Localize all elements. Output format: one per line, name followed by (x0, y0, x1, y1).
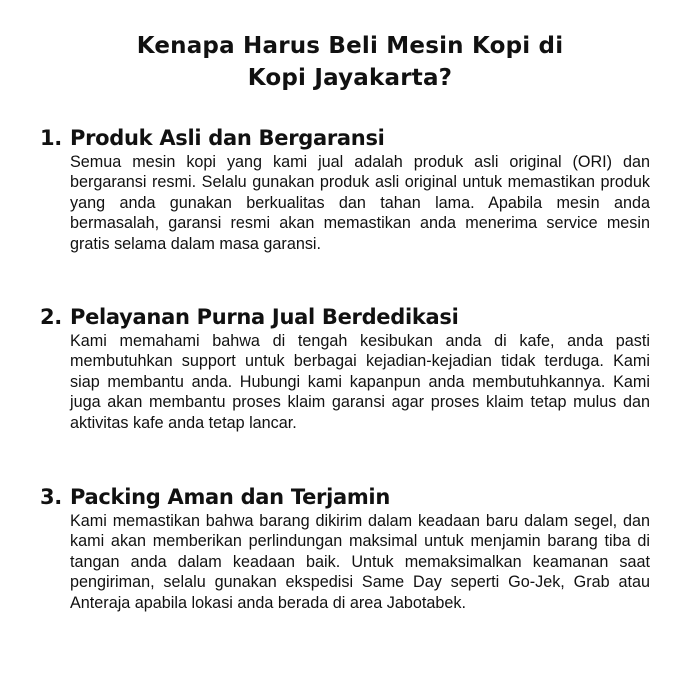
section-after-sales-service (40, 304, 650, 433)
section-heading-text: Produk Asli dan Bergaransi (70, 126, 385, 150)
section-genuine-warranty (40, 125, 650, 254)
page-title-line-1: Kenapa Harus Beli Mesin Kopi di (136, 33, 564, 59)
section-number: 3. (40, 485, 62, 509)
section-heading-text: Packing Aman dan Terjamin (70, 485, 390, 509)
page-title (0, 30, 700, 94)
section-number: 2. (40, 305, 62, 329)
section-heading (40, 484, 650, 510)
section-safe-packing (40, 484, 650, 613)
section-body: Semua mesin kopi yang kami jual adalah produk asli original (ORI) dan bergaransi resmi. Selalu gunakan produk asli original untuk memastikan produk yang anda gunakan berkualitas dan tahan lama. Apabila mesin anda bermasalah, garansi resmi akan memastikan anda menerima service mesin gratis selama dalam masa garansi. (70, 153, 650, 253)
page-title-line-2: Kopi Jayakarta? (247, 65, 453, 91)
section-heading (40, 304, 650, 330)
section-body: Kami memastikan bahwa barang dikirim dalam keadaan baru dalam segel, dan kami akan memberikan perlindungan maksimal untuk menjamin barang tiba di tangan anda dalam keadaan baik. Untuk memaksimalkan keamanan saat pengiriman, selalu gunakan ekspedisi Same Day seperti Go-Jek, Grab atau Anteraja apabila lokasi anda berada di area Jabotabek. (70, 512, 650, 612)
section-heading-text: Pelayanan Purna Jual Berdedikasi (70, 305, 459, 329)
section-heading (40, 125, 650, 151)
section-body: Kami memahami bahwa di tengah kesibukan anda di kafe, anda pasti membutuhkan support untuk berbagai kejadian-kejadian tidak terduga. Kami siap membantu anda. Hubungi kami kapanpun anda membutuhkannya. Kami juga akan membantu proses klaim garansi agar proses klaim tetap mulus dan aktivitas kafe anda tetap lancar. (70, 332, 650, 432)
section-number: 1. (40, 126, 62, 150)
